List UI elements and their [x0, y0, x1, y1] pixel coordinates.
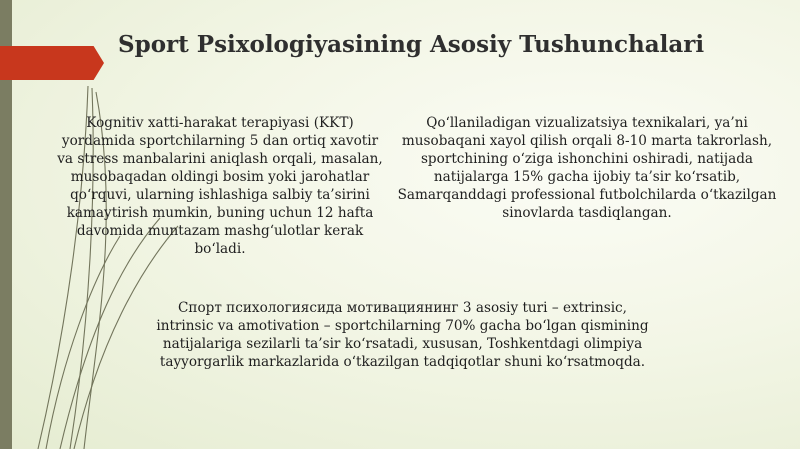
text-block-right: Qo‘llaniladigan vizualizatsiya texnikalari, ya’ni musobaqani xayol qilish orqali 8-10 marta takrorlash, sportchining o‘ziga ishonchini oshiradi, natijada natijalarga 15% gacha ijobiy ta’sir ko‘rsatib, Samarqanddagi professional futbolchilarda o‘tkazilgan sinovlarda tasdiqlangan.: [397, 115, 777, 221]
slide-title: Sport Psixologiyasining Asosiy Tushunchalari: [118, 31, 705, 58]
text-block-left: Kognitiv xatti-harakat terapiyasi (KKT) yordamida sportchilarning 5 dan ortiq xavotir va stress manbalarini aniqlash orqali, masalan, musobaqadan oldingi bosim yoki jarohatlar qo‘rquvi, ularning ishlashiga salbiy ta’sirini kamaytirish mumkin, buning uchun 12 hafta davomida muntazam mashg‘ulotlar kerak bo‘ladi.: [57, 115, 383, 257]
title-accent-tab: [0, 46, 104, 80]
text-block-bottom: Спорт психологиясида мотивациянинг 3 asosiy turi – extrinsic, intrinsic va amotivation – sportchilarning 70% gacha bo‘lgan qismining natijalariga sezilarli ta’sir ko‘rsatadi, xususan, Toshkentdagi olimpiya tayyorgarlik markazlarida o‘tkazilgan tadqiqotlar shuni ko‘rsatmoqda.: [156, 300, 649, 370]
